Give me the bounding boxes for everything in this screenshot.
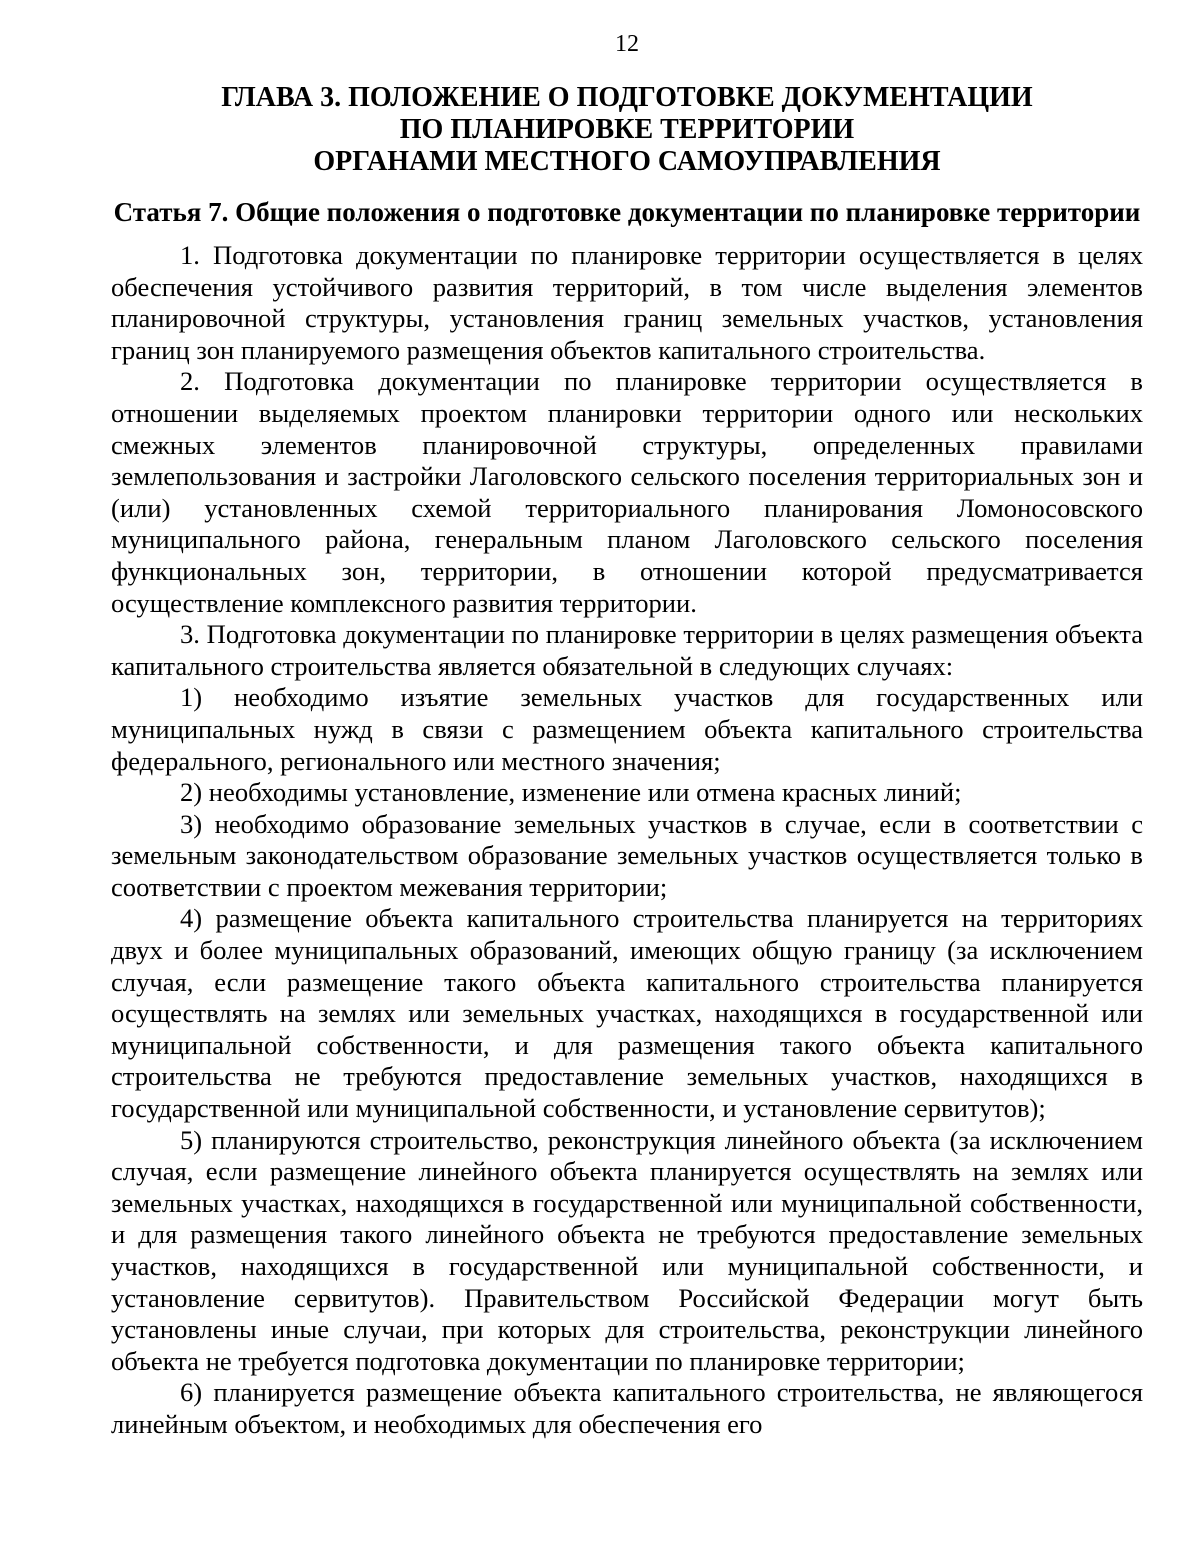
list-item-3: 3) необходимо образование земельных участков в случае, если в соответствии с земельным законодательством образование земельных участков осуществляется только в соответствии с проектом межевания территории; [111,808,1143,902]
list-item-1: 1) необходимо изъятие земельных участков для государственных или муниципальных нужд в связи с размещением объекта капитального строительства федерального, регионального или местного значения; [111,682,1143,776]
paragraph-2: 2. Подготовка документации по планировке территории осуществляется в отношении выделяемых проектом планировки территории одного или нескольких смежных элементов планировочной структуры, определенных правилами землепользования и застройки Лаголовского сельского поселения территориальных зон и (или) установленных схемой территориального планирования Ломоносовского муниципального района, генеральным планом Лаголовского сельского поселения функциональных зон, территории, в отношении которой предусматривается осуществление комплексного развития территории. [111,366,1143,618]
chapter-title-line: ПО ПЛАНИРОВКЕ ТЕРРИТОРИИ [399,114,855,145]
paragraph-1: 1. Подготовка документации по планировке территории осуществляется в целях обеспечения устойчивого развития территорий, в том числе выделения элементов планировочной структуры, установления границ земельных участков, установления границ зон планируемого размещения объектов капитального строительства. [111,240,1143,365]
list-item-6: 6) планируется размещение объекта капитального строительства, не являющегося линейным объектом, и необходимых для обеспечения его [111,1377,1143,1439]
article-title: Статья 7. Общие положения о подготовке документации по планировке территории [113,197,1141,227]
chapter-title [111,82,1143,178]
list-item-2: 2) необходимы установление, изменение или отмена красных линий; [180,777,962,808]
page-number: 12 [615,31,639,57]
list-item-4: 4) размещение объекта капитального строительства планируется на территориях двух и более муниципальных образований, имеющих общую границу (за исключением случая, если размещение такого объекта капитального строительства планируется осуществлять на землях или земельных участках, находящихся в государственной или муниципальной собственности, и для размещения такого объекта капитального строительства не требуются предоставление земельных участков, находящихся в государственной или муниципальной собственности, и установление сервитутов); [111,903,1143,1124]
paragraph-3: 3. Подготовка документации по планировке территории в целях размещения объекта капитального строительства является обязательной в следующих случаях: [111,619,1143,681]
chapter-title-line: ОРГАНАМИ МЕСТНОГО САМОУПРАВЛЕНИЯ [313,146,941,177]
list-item-5: 5) планируются строительство, реконструкция линейного объекта (за исключением случая, если размещение линейного объекта планируется осуществлять на землях или земельных участках, находящихся в государственной или муниципальной собственности, и для размещения такого линейного объекта не требуются предоставление земельных участков, находящихся в государственной или муниципальной собственности, и установление сервитутов). Правительством Российской Федерации могут быть установлены иные случаи, при которых для строительства, реконструкции линейного объекта не требуется подготовка документации по планировке территории; [111,1124,1143,1376]
chapter-title-line: ГЛАВА 3. ПОЛОЖЕНИЕ О ПОДГОТОВКЕ ДОКУМЕНТАЦИИ [221,82,1033,113]
article-body [111,240,1143,1441]
